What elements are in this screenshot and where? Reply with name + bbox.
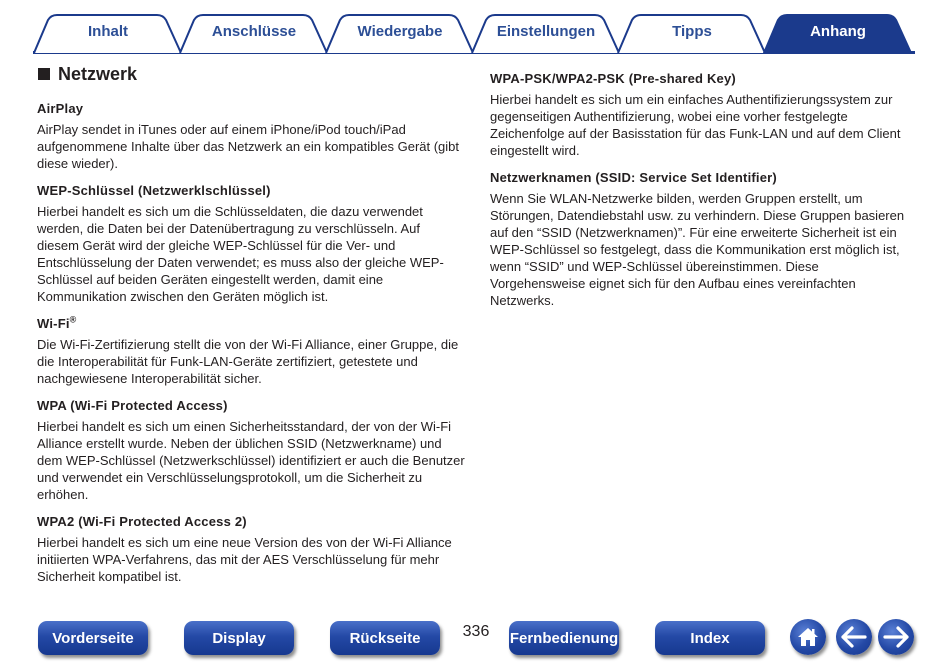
term-wifi bbox=[37, 315, 465, 332]
desc-wpa2: Hierbei handelt es sich um eine neue Version des von der Wi-Fi Alliance initiierten WPA-Verfahrens, das mit der AES Verschlüsselung für mehr Sicherheit kompatibel ist. bbox=[37, 535, 452, 584]
tab-bar bbox=[0, 0, 950, 56]
tab-inhalt[interactable] bbox=[33, 14, 183, 54]
section-heading bbox=[37, 62, 465, 86]
fernbedienung-button[interactable]: Fernbedienung bbox=[509, 621, 619, 655]
desc-ssid: Wenn Sie WLAN-Netzwerke bilden, werden Gruppen erstellt, um Störungen, Datendiebstahl usw. zu verhindern. Diese Gruppen basieren auf den “SSID (Netzwerknamen)”. Für eine erweiterte Sicherheit ist ein WEP-Schlüssel so festgelegt, dass die Kommunikation erst möglich ist, wenn “SSID” und WEP-Schlüssel übereinstimmen. Diese Vorgehensweise eignet sich für den Aufbau eines vereinfachten Netzwerks. bbox=[490, 191, 905, 308]
term-airplay: AirPlay bbox=[37, 101, 84, 116]
display-button[interactable]: Display bbox=[184, 621, 294, 655]
arrow-left-icon bbox=[841, 626, 867, 648]
term-wpa2: WPA2 (Wi-Fi Protected Access 2) bbox=[37, 514, 247, 529]
desc-wpa: Hierbei handelt es sich um einen Sicherheitsstandard, der von der Wi-Fi Alliance erstellt wurde. Neben der üblichen SSID (Netzwerkname) und dem WEP-Schlüssel (Netzwerkschlüssel) identifiziert er auch die Benutzer und verwendet ein Verschlüsselungsprotokoll, um die Sicherheit zu erhöhen. bbox=[37, 419, 465, 502]
home-icon bbox=[796, 625, 820, 649]
term-ssid: Netzwerknamen (SSID: Service Set Identifier) bbox=[490, 170, 777, 185]
term-wpa-psk: WPA-PSK/WPA2-PSK (Pre-shared Key) bbox=[490, 71, 736, 86]
rueckseite-button[interactable]: Rückseite bbox=[330, 621, 440, 655]
registered-mark: ® bbox=[69, 314, 77, 325]
term-wep: WEP-Schlüssel (Netzwerklschlüssel) bbox=[37, 183, 271, 198]
left-column bbox=[37, 62, 465, 595]
square-bullet-icon bbox=[38, 68, 50, 80]
arrow-right-icon bbox=[883, 626, 909, 648]
forward-button[interactable] bbox=[878, 619, 914, 655]
vorderseite-button[interactable]: Vorderseite bbox=[38, 621, 148, 655]
tab-label: Anhang bbox=[810, 23, 866, 40]
tab-anhang[interactable] bbox=[763, 14, 913, 54]
right-column bbox=[490, 70, 906, 319]
desc-wpa-psk: Hierbei handelt es sich um ein einfaches Authentifizierungssystem zur gegenseitigen Authentifizierung, wobei eine vorher festgelegte Zeichenfolge auf der Basisstation für das Funk-LAN und auf dem Client eingestellt wird. bbox=[490, 92, 901, 158]
tab-label: Anschlüsse bbox=[211, 23, 297, 40]
tab-tipps[interactable] bbox=[617, 14, 767, 54]
tab-label: Inhalt bbox=[88, 23, 128, 40]
tab-label: Tipps bbox=[672, 23, 712, 40]
home-button[interactable] bbox=[790, 619, 826, 655]
desc-airplay: AirPlay sendet in iTunes oder auf einem iPhone/iPod touch/iPad aufgenommene Inhalte über das Netzwerk an ein kompatibles Gerät (gibt diese wieder). bbox=[37, 122, 460, 171]
desc-wifi: Die Wi-Fi-Zertifizierung stellt die von der Wi-Fi Alliance, einer Gruppe, die die Interoperabilität für Funk-LAN-Geräte zertifiziert, getestete und nachgewiesene Interoperabilität sicher. bbox=[37, 337, 459, 386]
page-number: 336 bbox=[462, 623, 490, 640]
back-button[interactable] bbox=[836, 619, 872, 655]
desc-wep: Hierbei handelt es sich um die Schlüsseldaten, die dazu verwendet werden, die Daten bei der Datenübertragung zu verschlüsseln. Auf diesem Gerät wird der gleiche WEP-Schlüssel für die Ver- und Entschlüsselung der Daten verwendet; es muss also der gleiche WEP-Schlüssel auf beiden Geräten eingestellt werden, damit eine Kommunikation zwischen den Geräten möglich ist. bbox=[37, 204, 444, 304]
section-title: Netzwerk bbox=[58, 64, 138, 84]
term-wpa: WPA (Wi-Fi Protected Access) bbox=[37, 398, 228, 413]
tab-label: Einstellungen bbox=[496, 23, 596, 40]
tab-label: Wiedergabe bbox=[357, 23, 443, 40]
term-wifi-label: Wi-Fi bbox=[37, 316, 70, 331]
tab-anschluesse[interactable] bbox=[179, 14, 329, 54]
footer-nav bbox=[0, 615, 950, 665]
tab-wiedergabe[interactable] bbox=[325, 14, 475, 54]
tab-einstellungen[interactable] bbox=[471, 14, 621, 54]
index-button[interactable]: Index bbox=[655, 621, 765, 655]
